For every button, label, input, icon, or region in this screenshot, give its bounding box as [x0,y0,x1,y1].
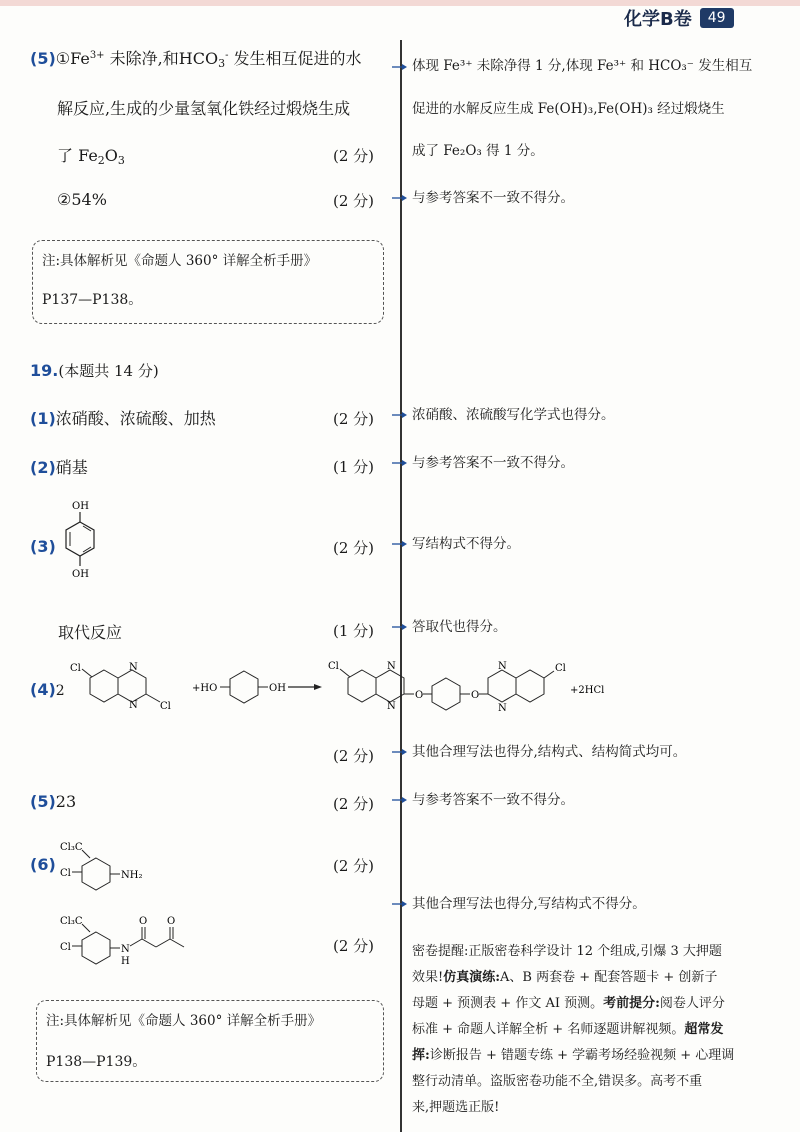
oh-label: OH [72,569,89,580]
comment-line: 促进的水解反应生成 Fe(OH)₃,Fe(OH)₃ 经过煅烧生 [412,100,725,117]
page-number: 49 [700,8,734,28]
promo-line [412,965,790,991]
cl-label: Cl [60,942,71,953]
text: 诊断报告 + 错题专练 + 学霸考场经验视频 + 心理调 [429,1048,735,1063]
q19-p6-score-2: (2 分) [333,937,375,955]
coefficient: 2 [55,683,65,699]
q19-p3b-score: (1 分) [333,622,375,640]
q18-comment-2: 与参考答案不一致不得分。 [412,190,574,206]
q19-title [30,360,159,381]
arrow-icon [392,193,407,203]
subscript: 3 [218,57,226,70]
promo-line: 密卷提醒:正版密卷科学设计 12 个组成,引爆 3 大押题 [412,944,722,959]
note-line: 注:具体解析见《命题人 360° 详解全析手册》 [46,1013,322,1029]
question-points: (本题共 14 分) [58,362,159,380]
note-line: P138—P139。 [46,1054,147,1070]
q18-line1 [30,46,362,70]
superscript: 3+ [89,50,105,61]
header-title: 化学B卷 [624,9,692,30]
answer-text: 浓硝酸、浓硫酸、加热 [55,409,216,428]
part-label: (2) [30,458,56,477]
part-label: (3) [30,537,56,556]
text: ①Fe [55,49,90,68]
cl-label: Cl [160,701,171,712]
q19-part6-label [30,855,56,874]
arrow-icon [392,622,407,632]
n-label: N [129,700,138,711]
o-label: O [139,916,148,927]
promo-block [412,939,790,1121]
text: 发生相互促进的水 [233,49,362,68]
text: 效果! [412,970,444,985]
note-line: 注:具体解析见《命题人 360° 详解全析手册》 [42,253,318,269]
arrow-icon [392,747,407,757]
q19-p4-score: (2 分) [333,747,375,765]
q19-p1-score: (2 分) [333,410,375,428]
n-label: N [387,661,396,672]
q19-p3-comment: 写结构式不得分。 [412,536,520,552]
ccl3-label: Cl₃C [60,842,83,853]
n-label: N [129,662,138,673]
hcl-label: +2HCl [570,685,605,696]
h-label: H [121,956,130,967]
q19-p3b-comment: 答取代也得分。 [412,619,507,635]
ho-label: +HO [192,683,218,694]
arrow-icon [392,899,407,909]
o-label: O [415,690,424,701]
part-label: (5) [30,49,56,68]
promo-line [412,1017,790,1043]
cl-label: Cl [328,661,339,672]
q18-score-2: (2 分) [333,192,375,210]
arrow-icon [392,62,407,72]
q19-p4-comment: 其他合理写法也得分,结构式、结构简式均可。 [412,744,687,760]
question-number: 19. [30,361,59,380]
q18-score-1: (2 分) [333,147,375,165]
text: A、B 两套卷 + 配套答题卡 + 创新子 [500,970,718,985]
cl-label: Cl [70,663,81,674]
q18-line2: 解反应,生成的少量氢氧化铁经过煅烧生成 [57,99,351,118]
q18-line3 [57,143,125,167]
text: 未除净,和HCO [109,49,219,68]
emphasis: 超常发 [684,1022,724,1037]
q19-p2-score: (1 分) [333,458,375,476]
q18-comment-1 [412,60,787,159]
reference-note-box [32,240,384,324]
emphasis: 考前提分: [603,996,660,1011]
part-label: (1) [30,409,56,428]
comment-line: 成了 Fe₂O₃ 得 1 分。 [412,143,544,159]
column-divider [400,40,402,1132]
part-label: (6) [30,855,56,874]
q19-part2 [30,455,88,478]
note-line: P137—P138。 [42,292,143,308]
o-label: O [471,690,480,701]
cl-label: Cl [60,868,71,879]
q19-p3b-text: 取代反应 [58,623,123,642]
subscript: 2 [97,154,105,167]
arrow-icon [392,795,407,805]
text: O [104,146,118,165]
acetoacetanilide-structure [58,912,228,982]
q19-part4-label [30,680,65,699]
q19-p6-comment: 其他合理写法也得分,写结构式不得分。 [412,896,646,912]
arrow-icon [392,539,407,549]
superscript: - [225,50,229,61]
part-label: (5) [30,792,56,811]
arrow-icon [392,410,407,420]
text: 母题 + 预测表 + 作文 AI 预测。 [412,996,604,1011]
reaction-scheme [70,655,770,725]
q19-part5 [30,792,76,811]
oh-label: OH [72,501,89,512]
cl-label: Cl [555,663,566,674]
q19-p5-score: (2 分) [333,795,375,813]
promo-line: 整行动清单。盗版密卷功能不全,错误多。高考不重 [412,1074,703,1089]
n-label: N [498,661,507,672]
promo-line [412,1043,790,1069]
page-header [624,4,734,32]
text: 标准 + 命题人详解全析 + 名师逐题讲解视频。 [412,1022,685,1037]
emphasis: 挥: [412,1048,430,1063]
ccl3-label: Cl₃C [60,916,83,927]
answer-text: 23 [55,792,77,811]
oh-label: OH [269,683,286,694]
q19-p2-comment: 与参考答案不一致不得分。 [412,455,574,471]
q19-p1-comment: 浓硝酸、浓硫酸写化学式也得分。 [412,407,615,423]
q19-p6-score-1: (2 分) [333,857,375,875]
q19-p5-comment: 与参考答案不一致不得分。 [412,792,574,808]
q19-p3-score: (2 分) [333,539,375,557]
comment-line: 体现 Fe³⁺ 未除净得 1 分,体现 Fe³⁺ 和 HCO₃⁻ 发生相互 [412,58,753,74]
reference-note-box [36,1000,384,1082]
promo-line [412,991,790,1017]
q18-line4: ②54% [57,190,107,209]
n-label: N [121,944,130,955]
nh2-label: NH₂ [121,870,143,881]
amine-structure [58,838,188,898]
promo-line: 来,押题选正版! [412,1100,500,1115]
o-label: O [167,916,176,927]
hydroquinone-structure [50,497,110,587]
text: 阅卷人评分 [659,996,725,1011]
answer-text: 硝基 [55,458,88,477]
text: 了 Fe [57,146,98,165]
arrow-icon [392,458,407,468]
emphasis: 仿真演练: [443,970,501,985]
part-label: (4) [30,680,56,699]
q19-part1 [30,406,216,429]
subscript: 3 [117,154,125,167]
n-label: N [387,701,396,712]
n-label: N [498,703,507,714]
